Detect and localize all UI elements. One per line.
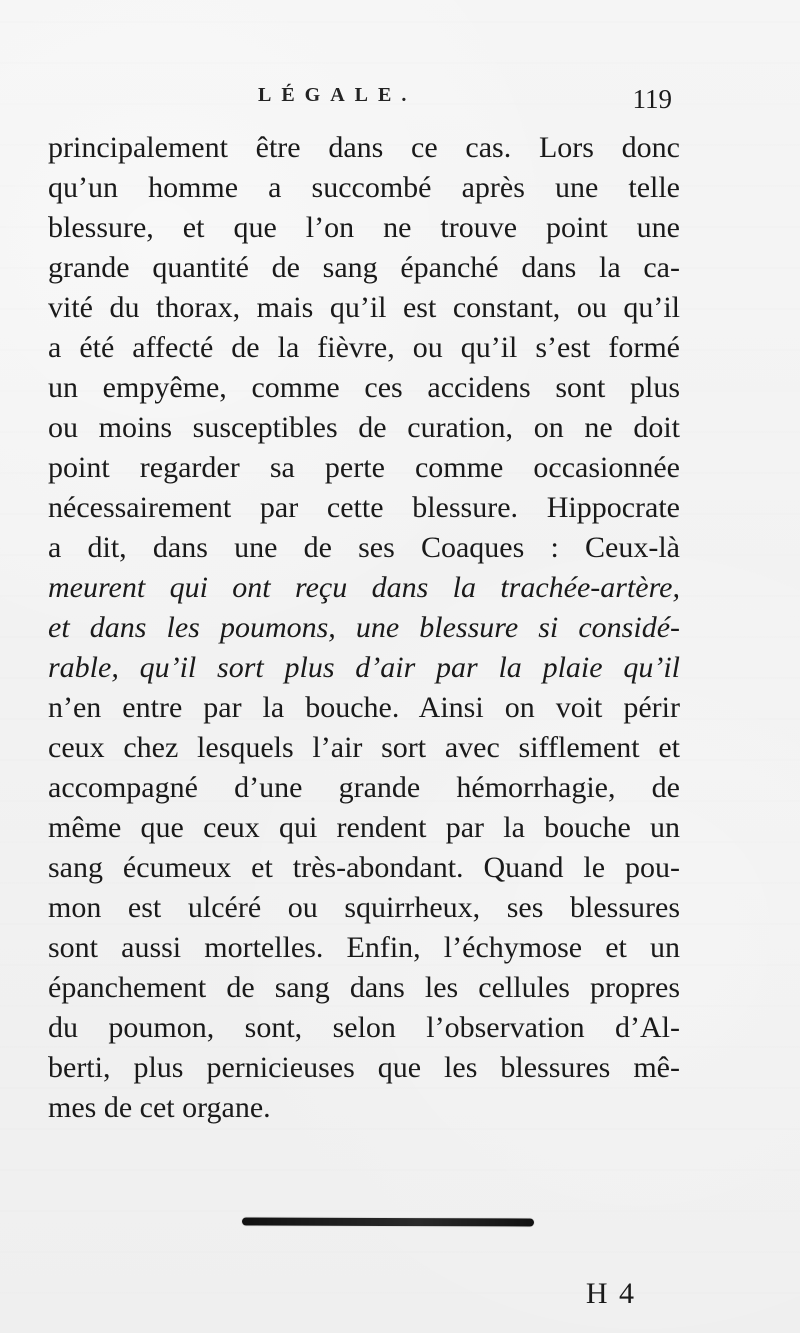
- text-line-15: n’en entre par la bouche. Ainsi on voit périr: [48, 691, 680, 724]
- text-line-23: du poumon, sont, selon l’observation d’Al-: [48, 1011, 680, 1044]
- text-line-8: ou moins susceptibles de curation, on ne doit: [48, 411, 680, 444]
- text-line-19: sang écumeux et très-abondant. Quand le pou-: [48, 851, 680, 884]
- main-text-block: [48, 128, 680, 1128]
- running-head: LÉGALE.: [258, 84, 417, 106]
- text-line-3: blessure, et que l’on ne trouve point une: [48, 211, 680, 244]
- text-line-16: ceux chez lesquels l’air sort avec sifflement et: [48, 731, 680, 764]
- text-line-2: qu’un homme a succombé après une telle: [48, 171, 680, 204]
- text-line-9: point regarder sa perte comme occasionnée: [48, 451, 680, 484]
- text-line-4: grande quantité de sang épanché dans la ca-: [48, 251, 680, 284]
- text-line-14: rable, qu’il sort plus d’air par la plaie qu’il: [48, 651, 680, 684]
- text-line-17: accompagné d’une grande hémorrhagie, de: [48, 771, 680, 804]
- page-header: [0, 84, 800, 116]
- text-line-10: nécessairement par cette blessure. Hippocrate: [48, 491, 680, 524]
- text-line-25: mes de cet organe.: [48, 1091, 271, 1124]
- text-line-22: épanchement de sang dans les cellules propres: [48, 971, 680, 1004]
- text-line-11: a dit, dans une de ses Coaques : Ceux-là: [48, 531, 680, 564]
- text-line-7: un empyême, comme ces accidens sont plus: [48, 371, 680, 404]
- text-line-12: meurent qui ont reçu dans la trachée-artère,: [48, 571, 680, 604]
- text-line-1: principalement être dans ce cas. Lors donc: [48, 131, 680, 164]
- page-number: 119: [632, 84, 672, 114]
- text-line-24: berti, plus pernicieuses que les blessures mê-: [48, 1051, 680, 1084]
- signature-mark: H 4: [585, 1277, 636, 1310]
- text-line-5: vité du thorax, mais qu’il est constant, ou qu’il: [48, 291, 680, 324]
- ornament-rule: [242, 1217, 534, 1226]
- text-line-20: mon est ulcéré ou squirrheux, ses blessures: [48, 891, 680, 924]
- text-line-18: même que ceux qui rendent par la bouche un: [48, 811, 680, 844]
- text-line-6: a été affecté de la fièvre, ou qu’il s’est formé: [48, 331, 680, 364]
- text-line-21: sont aussi mortelles. Enfin, l’échymose et un: [48, 931, 680, 964]
- text-line-13: et dans les poumons, une blessure si considé-: [48, 611, 680, 644]
